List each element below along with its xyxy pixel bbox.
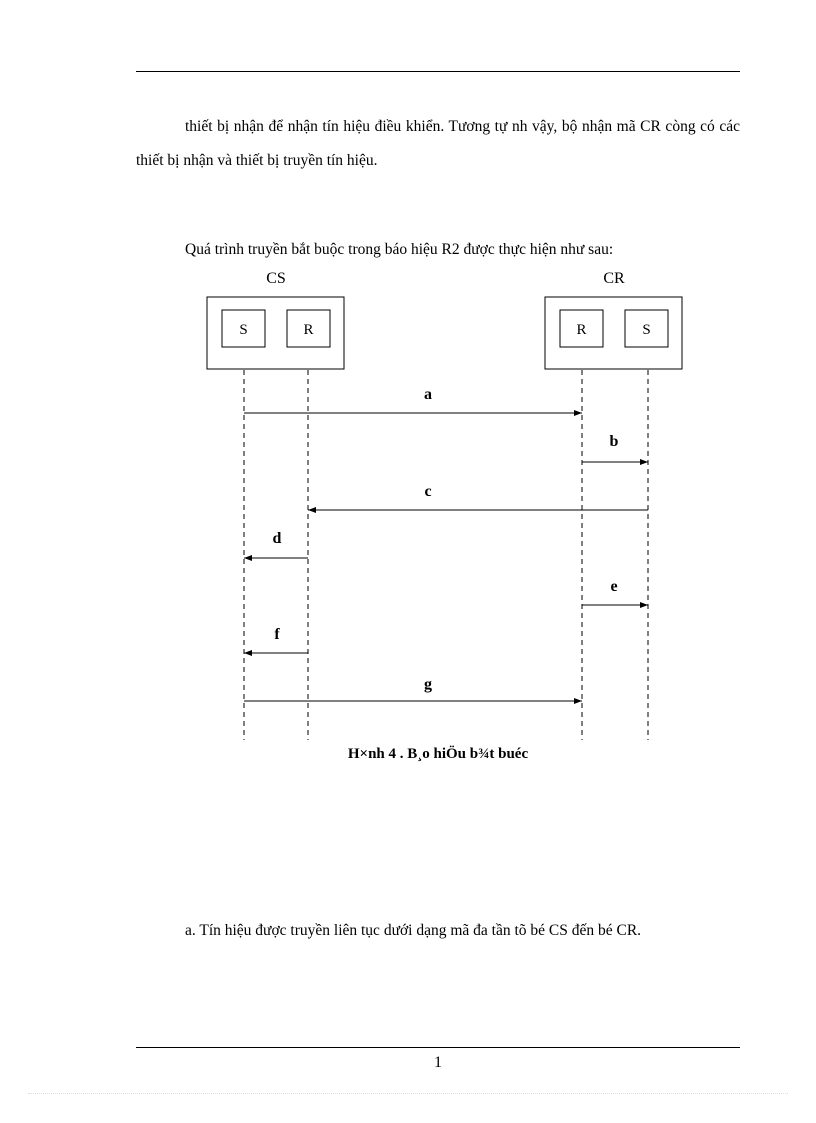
page-bottom-dotted-line (28, 1093, 788, 1094)
cs-sender-label: S (239, 322, 248, 338)
message-a-label: a (424, 386, 432, 403)
message-e-label: e (610, 578, 618, 595)
page-number: 1 (434, 1054, 442, 1071)
figure-caption: H×nh 4 . B¸o hiÖu b¾t buéc (347, 746, 529, 762)
message-c-label: c (424, 483, 432, 500)
cs-node-box (207, 297, 344, 369)
paragraph-3: a. Tín hiệu được truyền liên tục dưới dạng mã đa tần tõ bé CS đến bé CR. (185, 922, 642, 939)
message-g-label: g (424, 676, 432, 693)
message-b-label: b (609, 433, 619, 450)
paragraph-2: Quá trình truyền bắt buộc trong báo hiệu R2 được thực hiện như sau: (185, 241, 614, 258)
footer-rule (136, 1047, 740, 1048)
message-d-label: d (272, 530, 282, 547)
cr-label: CR (603, 270, 625, 287)
cr-receiver-label: R (576, 322, 587, 338)
cr-sender-label: S (642, 322, 651, 338)
cs-receiver-label: R (303, 322, 314, 338)
cs-label: CS (266, 270, 286, 287)
message-f-label: f (274, 626, 280, 643)
cr-node-box (545, 297, 682, 369)
paragraph-1: thiết bị nhận để nhận tín hiệu điều khiển. Tương tự nh vậy, bộ nhận mã CR còng có các thiết bị nhận và thiết bị truyền tín hiệu. (136, 118, 740, 169)
